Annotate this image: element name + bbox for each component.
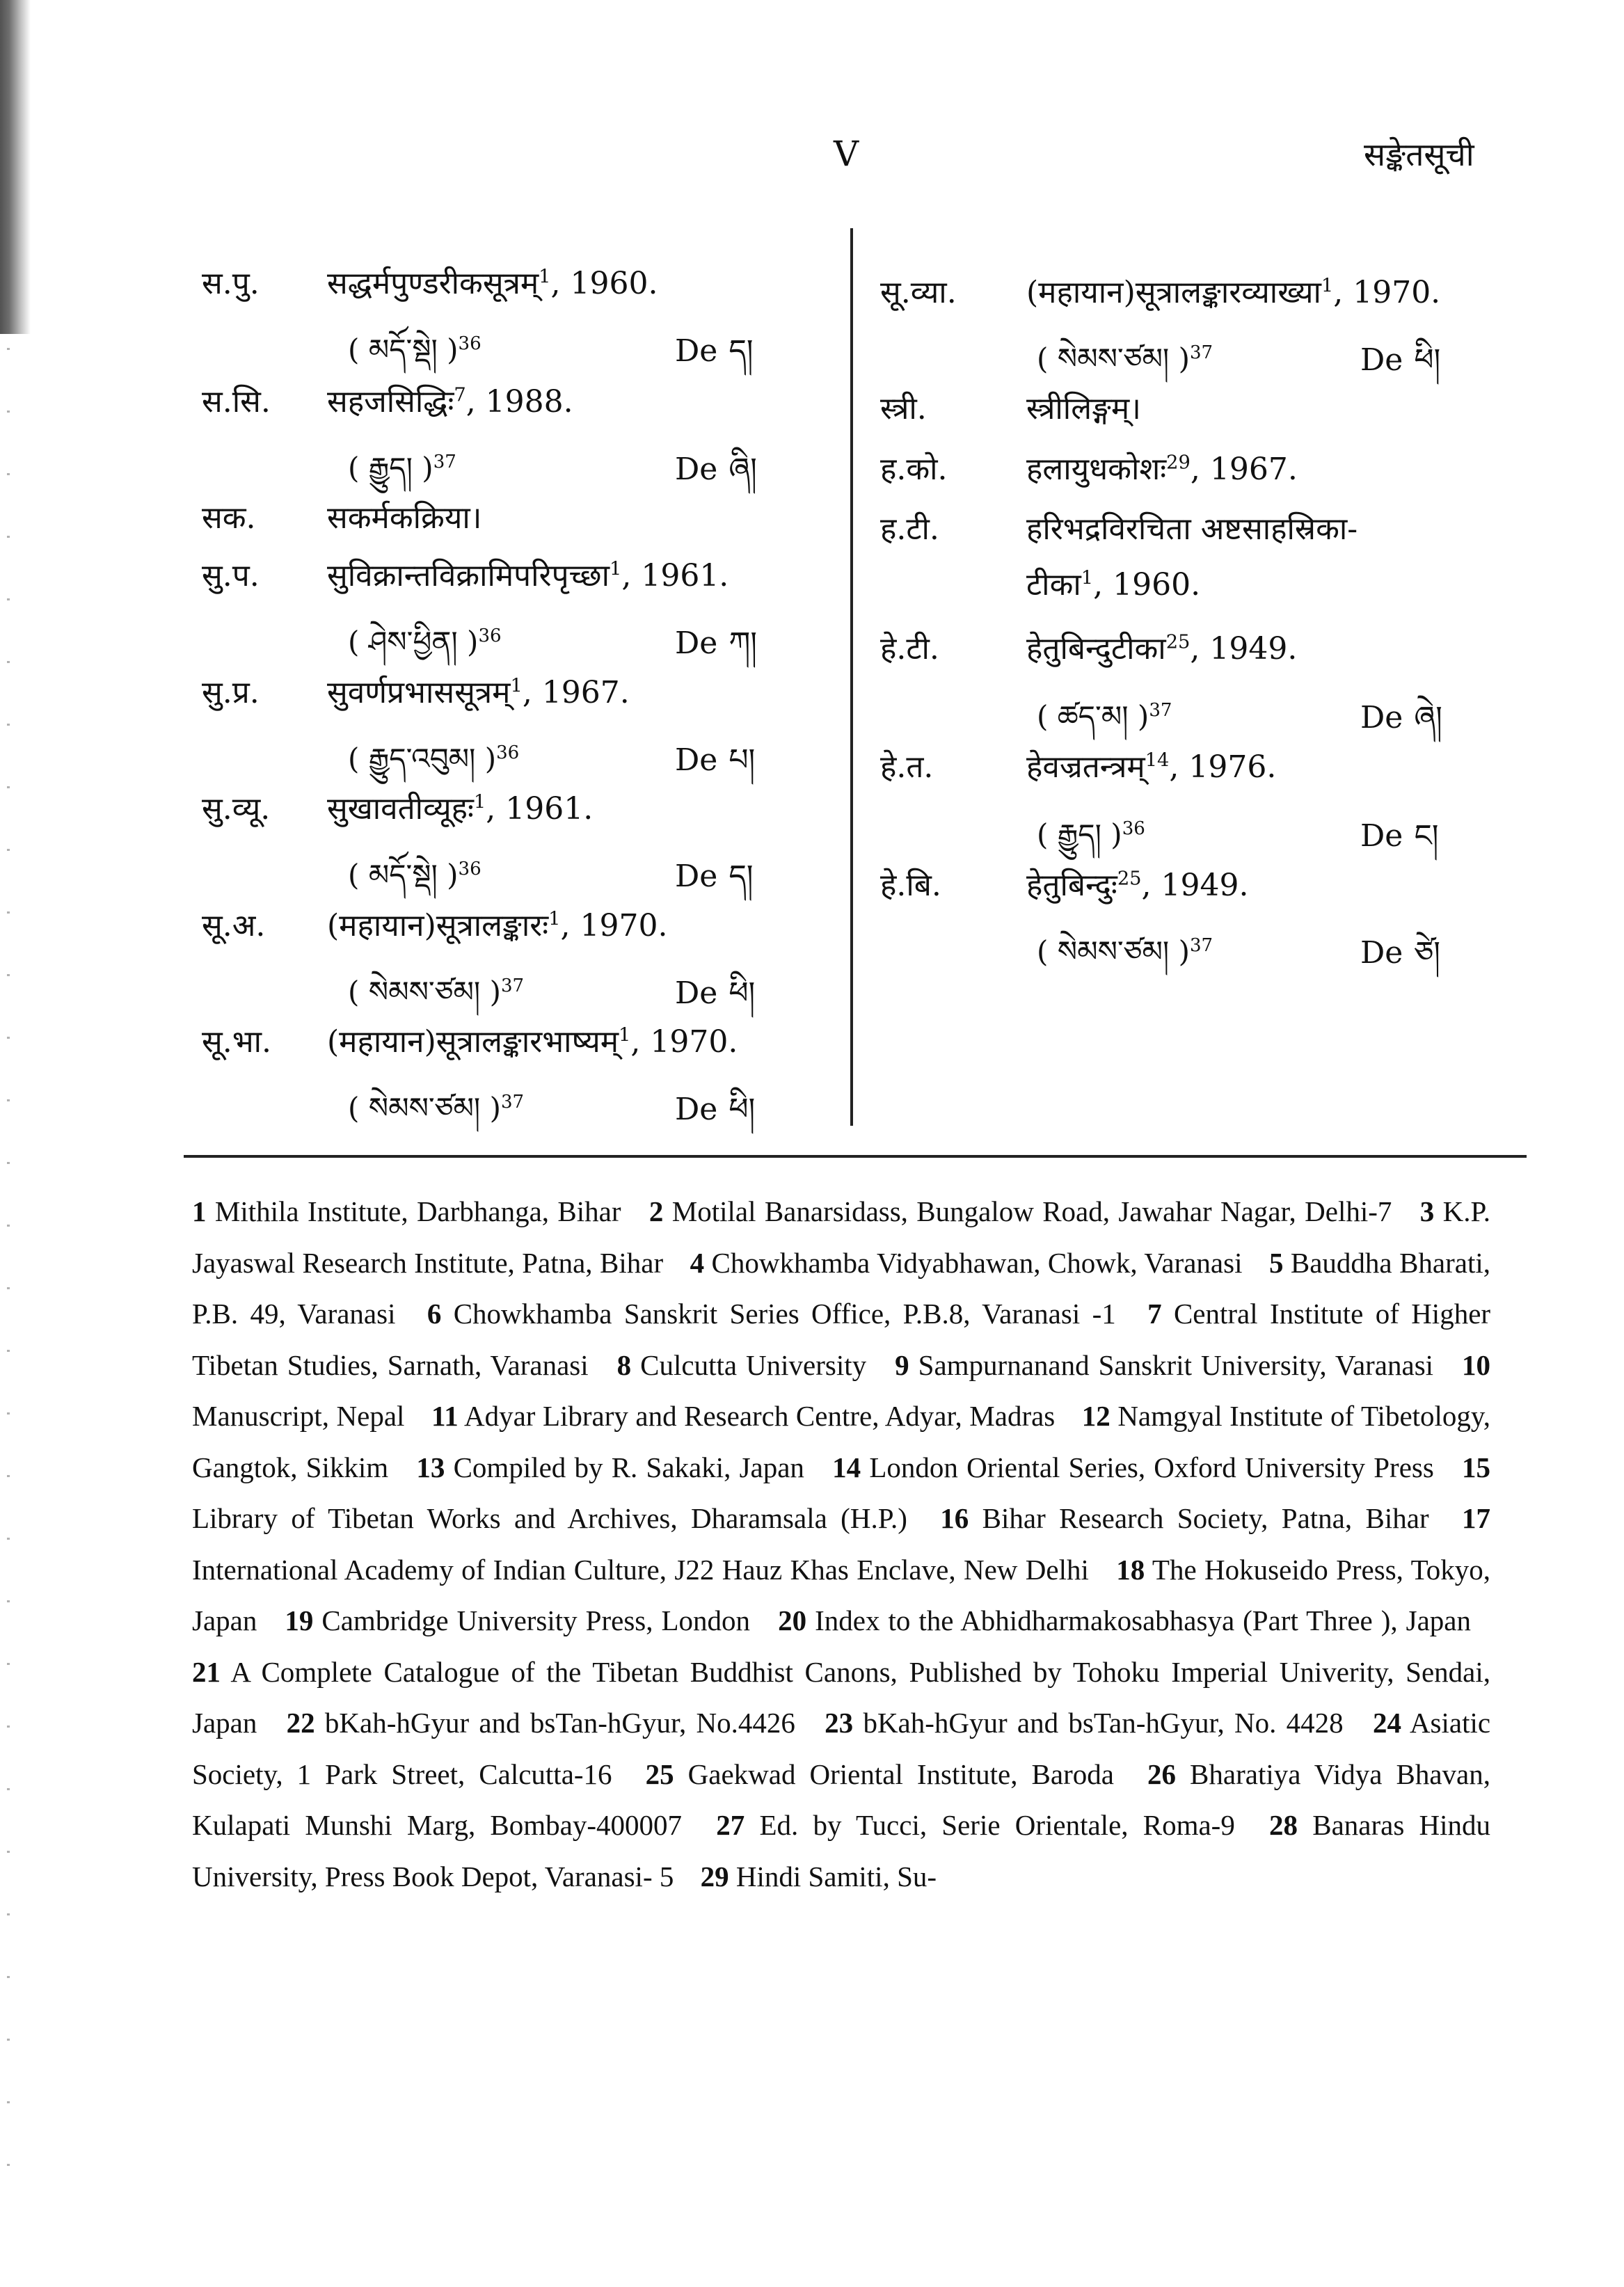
scan-edge: [0, 0, 31, 334]
entry-tibetan-section: ( མདོ་སྡེ། )$^{36}$: [348, 333, 481, 367]
footnote: 9 Sampurnanand Sanskrit University, Varanasi: [895, 1348, 1434, 1381]
footnote-rule: [184, 1155, 1527, 1158]
footnote: 23 bKah-hGyur and bsTan-hGyur, No. 4428: [825, 1707, 1344, 1739]
entry-abbr: ह.को.: [880, 452, 948, 487]
footnote: 17 International Academy of Indian Culture, J22 Hauz Khas Enclave, New Delhi: [192, 1502, 1491, 1586]
footnote: 5 Bauddha Bharati, P.B. 49, Varanasi: [192, 1246, 1491, 1330]
column-divider: [850, 228, 853, 1126]
entry-derge-ref: De ཙེ།: [1360, 935, 1441, 971]
footnote: 1 Mithila Institute, Darbhanga, Bihar: [192, 1195, 621, 1227]
entry-tibetan-section: ( མདོ་སྡེ། )$^{36}$: [348, 858, 481, 892]
footnote: 11 Adyar Library and Research Centre, Adyar, Madras: [431, 1400, 1056, 1432]
entry-abbr: हे.त.: [880, 749, 934, 785]
entry-tibetan-section: ( སེམས་ཙམ། )$^{37}$: [1037, 342, 1213, 376]
entry-tibetan-section: ( ཚད་མ། )$^{37}$: [1037, 699, 1172, 733]
entry-title: हेतुबिन्दुः$^{25}$, 1949.: [1026, 868, 1249, 903]
footnote: 8 Culcutta University: [616, 1348, 867, 1381]
entry-abbr: हे.बि.: [880, 868, 941, 903]
footnote: 2 Motilal Banarsidass, Bungalow Road, Jawahar Nagar, Delhi-7: [648, 1195, 1392, 1227]
footnote: 20 Index to the Abhidharmakosabhasya (Part Three ), Japan: [778, 1604, 1471, 1636]
entry-abbr: सु.प्र.: [202, 675, 260, 710]
entry-abbr: स्त्री.: [880, 391, 927, 427]
entry-title: सुविक्रान्तविक्रामिपरिपृच्छा$^1$, 1961.: [327, 558, 729, 593]
entry-title: सुवर्णप्रभाससूत्रम्$^1$, 1967.: [327, 675, 630, 710]
entry-abbr: हे.टी.: [880, 631, 939, 667]
entry-derge-ref: De ཕི།: [675, 1092, 756, 1127]
footnote: 28 Banaras Hindu University, Press Book Depot, Varanasi- 5: [192, 1809, 1491, 1892]
entry-abbr: सू.भा.: [202, 1024, 272, 1060]
running-head: सङ्केतसूची: [1364, 136, 1474, 173]
footnote: 24 Asiatic Society, 1 Park Street, Calcutta-16: [192, 1707, 1491, 1790]
entry-title: हेवज्रतन्त्रम्$^{14}$, 1976.: [1026, 749, 1277, 785]
entry-abbr: सू.व्या.: [880, 275, 957, 310]
entry-derge-ref: De ཕི།: [1360, 342, 1441, 378]
entry-title: सकर्मकक्रिया।: [327, 500, 482, 536]
entry-title: हेतुबिन्दुटीका$^{25}$, 1949.: [1026, 631, 1298, 667]
footnote: 10 Manuscript, Nepal: [192, 1348, 1491, 1432]
footnote: 25 Gaekwad Oriental Institute, Baroda: [645, 1758, 1114, 1790]
footnote: 6 Chowkhamba Sanskrit Series Office, P.B.8, Varanasi -1: [427, 1298, 1116, 1330]
entry-tibetan-section: ( ཤེས་ཕྱིན། )$^{36}$: [348, 625, 502, 659]
entry-title: सद्धर्मपुण्डरीकसूत्रम्$^1$, 1960.: [327, 266, 658, 301]
footnote: 3 K.P. Jayaswal Research Institute, Patna, Bihar: [192, 1195, 1491, 1279]
entry-abbr: ह.टी.: [880, 511, 939, 547]
entry-title: सुखावतीव्यूहः$^1$, 1961.: [327, 791, 594, 827]
footnote: 27 Ed. by Tucci, Serie Orientale, Roma-9: [716, 1809, 1235, 1841]
entry-derge-ref: De ཀ།: [675, 625, 758, 661]
scan-margin-dots: [7, 348, 10, 2226]
footnote: 26 Bharatiya Vidya Bhavan, Kulapati Munshi Marg, Bombay-400007: [192, 1758, 1490, 1841]
footnotes: [192, 1186, 1490, 1902]
entry-tibetan-section: ( རྒྱུད། )$^{36}$: [1037, 818, 1145, 852]
entry-derge-ref: De ཕི།: [675, 975, 756, 1011]
entry-derge-ref: De ད།: [675, 333, 754, 369]
entry-title: हलायुधकोशः$^{29}$, 1967.: [1026, 452, 1298, 487]
footnote: 16 Bihar Research Society, Patna, Bihar: [940, 1502, 1429, 1534]
entry-title: सहजसिद्धिः$^7$, 1988.: [327, 384, 573, 420]
footnote: 14 London Oriental Series, Oxford University Press: [832, 1451, 1434, 1483]
footnote: 29 Hindi Samiti, Su-: [700, 1860, 937, 1892]
footnote: 15 Library of Tibetan Works and Archives, Dharamsala (H.P.): [192, 1451, 1491, 1534]
entry-title-continued: टीका$^1$, 1960.: [1026, 567, 1201, 603]
entry-title: स्त्रीलिङ्गम्।: [1026, 391, 1141, 427]
footnote: 13 Compiled by R. Sakaki, Japan: [416, 1451, 804, 1483]
entry-tibetan-section: ( སེམས་ཙམ། )$^{37}$: [348, 975, 525, 1009]
entry-abbr: सु.व्यू.: [202, 791, 271, 827]
entry-abbr: स.सि.: [202, 384, 271, 420]
entry-abbr: सक.: [202, 500, 256, 536]
footnote: 22 bKah-hGyur and bsTan-hGyur, No.4426: [286, 1707, 795, 1739]
footnote: 4 Chowkhamba Vidyabhawan, Chowk, Varanasi: [690, 1246, 1243, 1279]
entry-tibetan-section: ( སེམས་ཙམ། )$^{37}$: [348, 1091, 525, 1125]
entry-title: (महायान)सूत्रालङ्कारव्याख्या$^1$, 1970.: [1026, 275, 1441, 310]
page-number: V: [834, 134, 859, 174]
entry-derge-ref: De ད།: [675, 859, 754, 894]
entry-abbr: सू.अ.: [202, 908, 266, 943]
entry-tibetan-section: ( རྒྱུད། )$^{37}$: [348, 451, 456, 485]
footnote: 19 Cambridge University Press, London: [285, 1604, 751, 1636]
entry-derge-ref: De ཞི།: [675, 452, 757, 487]
footnote: 21 A Complete Catalogue of the Tibetan Buddhist Canons, Published by Tohoku Imperial Univerity, Sendai, Japan: [192, 1655, 1490, 1739]
entry-derge-ref: De ང།: [1360, 818, 1439, 854]
entry-derge-ref: De པ།: [675, 742, 756, 778]
entry-title: हरिभद्रविरचिता अष्टसाहस्रिका-: [1026, 511, 1358, 547]
footnote: 12 Namgyal Institute of Tibetology, Gangtok, Sikkim: [192, 1400, 1491, 1483]
entry-title: (महायान)सूत्रालङ्कारः$^1$, 1970.: [327, 908, 668, 943]
entry-title: (महायान)सूत्रालङ्कारभाष्यम्$^1$, 1970.: [327, 1024, 738, 1060]
entry-abbr: सु.प.: [202, 558, 260, 593]
footnote: 7 Central Institute of Higher Tibetan Studies, Sarnath, Varanasi: [192, 1298, 1491, 1381]
entry-derge-ref: De ཞེ།: [1360, 700, 1442, 735]
entry-tibetan-section: ( སེམས་ཙམ། )$^{37}$: [1037, 934, 1213, 969]
entry-abbr: स.पु.: [202, 266, 260, 301]
footnote: 18 The Hokuseido Press, Tokyo, Japan: [192, 1553, 1491, 1636]
entry-tibetan-section: ( རྒྱུད་འབུམ། )$^{36}$: [348, 742, 520, 776]
